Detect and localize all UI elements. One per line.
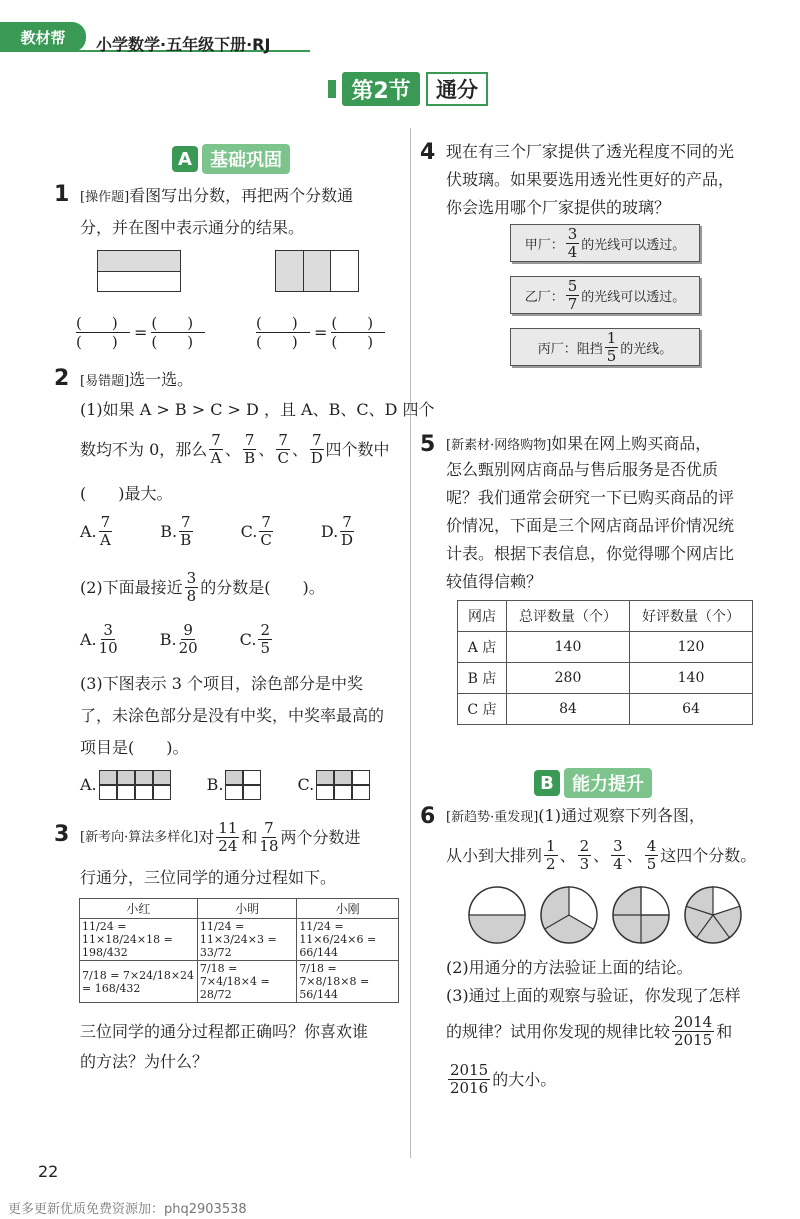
q6-text: 这四个分数。 bbox=[660, 845, 757, 865]
q2-p1-text: 数均不为 0，那么 bbox=[80, 439, 208, 459]
option-a[interactable]: A. $\frac{7}{A}$ bbox=[80, 513, 111, 549]
q2-p2-text: (2)下面最接近 bbox=[80, 577, 183, 597]
q1-answer-2[interactable] bbox=[256, 314, 385, 351]
table-header-row bbox=[80, 899, 399, 919]
q3-line3: 三位同学的通分过程都正确吗？你喜欢谁 bbox=[80, 1022, 369, 1041]
table-row bbox=[458, 663, 753, 694]
q6-line2: 从小到大排列 $\frac{1}{2}$ 、 $\frac{2}{3}$ 、 $\frac{3}{4}$ 、 $\frac{4}{5}$ 这四个分数。 bbox=[446, 837, 757, 873]
blank-denominator[interactable]: ( ) bbox=[256, 333, 298, 351]
q4-line3: 你会选用哪个厂家提供的玻璃？ bbox=[446, 198, 671, 217]
q6-number: 6 bbox=[420, 804, 436, 829]
q1-figure-2-part bbox=[331, 251, 358, 291]
frac-denominator: 18 bbox=[259, 837, 279, 855]
table-cell: 7/18 = 7×24/18×24 = 168/432 bbox=[80, 961, 198, 1003]
table-cell: 11/24 = 11×3/24×3 = 33/72 bbox=[197, 919, 296, 961]
q6-line5: 的规律？试用你发现的规律比较 $\frac{2014}{2015}$ 和 bbox=[446, 1013, 733, 1049]
q2-p1-text: 四个数中 bbox=[325, 439, 390, 459]
part-b-heading bbox=[534, 768, 652, 798]
q2-intro bbox=[80, 370, 193, 392]
option-a-grid[interactable] bbox=[99, 770, 171, 800]
q5-number: 5 bbox=[420, 432, 436, 457]
option-b[interactable]: B. $\frac{9}{20}$ bbox=[159, 621, 198, 657]
q6-line6: $\frac{2015}{2016}$ 的大小。 bbox=[450, 1061, 557, 1097]
q1-line2: 分，并在图中表示通分的结果。 bbox=[80, 218, 305, 237]
page-number: 22 bbox=[38, 1162, 59, 1181]
table-cell: B 店 bbox=[458, 663, 507, 694]
table-header: 网店 bbox=[458, 601, 507, 632]
option-d[interactable]: D. $\frac{7}{D}$ bbox=[320, 513, 354, 549]
q6-text: 和 bbox=[716, 1021, 733, 1041]
table-row bbox=[458, 694, 753, 725]
q2-intro-text: 选一选。 bbox=[129, 370, 194, 389]
option-a-label[interactable]: A. bbox=[80, 775, 97, 794]
separator: 、 bbox=[224, 439, 241, 459]
q2-p2-options bbox=[80, 622, 274, 657]
q6-pie-figures bbox=[466, 884, 746, 946]
q2-p3-line3[interactable]: 项目是( )。 bbox=[80, 738, 189, 757]
frac-numerator: 3 bbox=[186, 569, 197, 587]
equals-sign: = bbox=[314, 323, 328, 342]
q2-p1-options bbox=[80, 514, 356, 549]
table-row bbox=[458, 632, 753, 663]
factory-card-yi[interactable]: 乙厂： $\frac{5}{7}$ 的光线可以透过。 bbox=[510, 276, 700, 314]
table-cell: 64 bbox=[630, 694, 753, 725]
q5-tag: [新素材·网络购物] bbox=[446, 438, 552, 453]
q2-p2-question bbox=[80, 570, 325, 605]
q4-number: 4 bbox=[420, 140, 436, 165]
q1-figure-1 bbox=[97, 250, 181, 292]
q3-table bbox=[79, 898, 399, 1003]
q5-line1 bbox=[446, 434, 711, 456]
q5-line3: 呢？我们通常会研究一下已购买商品的评 bbox=[446, 488, 735, 507]
table-cell: 11/24 = 11×6/24×6 = 66/144 bbox=[297, 919, 399, 961]
blank-denominator[interactable]: ( ) bbox=[151, 333, 194, 351]
separator: 、 bbox=[258, 439, 275, 459]
part-a-letter: A bbox=[172, 146, 198, 172]
part-b-letter: B bbox=[534, 770, 560, 796]
factory-card-bing[interactable]: 丙厂：阻挡 $\frac{1}{5}$ 的光线。 bbox=[510, 328, 700, 366]
table-cell: 140 bbox=[630, 663, 753, 694]
option-c-grid[interactable] bbox=[316, 770, 370, 800]
option-c[interactable]: C. $\frac{2}{5}$ bbox=[239, 621, 270, 657]
q5-line4: 价情况，下面是三个网店商品评价情况统 bbox=[446, 516, 735, 535]
frac-denominator: 24 bbox=[218, 837, 238, 855]
brand-logo: 教材帮 bbox=[0, 22, 86, 52]
q6-line3: (2)用通分的方法验证上面的结论。 bbox=[446, 958, 693, 977]
column-divider bbox=[410, 128, 411, 1158]
q6-line1 bbox=[446, 806, 705, 828]
blank-numerator[interactable]: ( ) bbox=[151, 314, 205, 333]
table-row bbox=[80, 919, 399, 961]
pie-four-fifths bbox=[685, 887, 741, 943]
frac-numerator: 7 bbox=[244, 431, 255, 449]
q2-p1-line2 bbox=[80, 432, 390, 467]
q6-tag: [新趋势·重发现] bbox=[446, 810, 539, 825]
q3-number: 3 bbox=[54, 822, 70, 847]
table-header: 好评数量（个） bbox=[630, 601, 753, 632]
blank-numerator[interactable]: ( ) bbox=[256, 314, 310, 333]
q4-line1: 现在有三个厂家提供了透光程度不同的光 bbox=[446, 142, 735, 161]
q5-line6: 较值得信赖？ bbox=[446, 572, 543, 591]
q6-text: (1)通过观察下列各图， bbox=[538, 806, 705, 825]
frac-numerator: 11 bbox=[218, 819, 238, 837]
q5-line2: 怎么甄别网店商品与售后服务是否优质 bbox=[446, 460, 719, 479]
table-row bbox=[80, 961, 399, 1003]
frac-denominator: A bbox=[210, 449, 222, 467]
table-cell: C 店 bbox=[458, 694, 507, 725]
part-b-title: 能力提升 bbox=[564, 768, 652, 798]
q2-p2-text[interactable]: 的分数是( )。 bbox=[200, 577, 325, 597]
q2-p1-line1: (1)如果 A > B > C > D ，且 A、B、C、D 四个 bbox=[80, 400, 435, 419]
frac-denominator: D bbox=[310, 449, 323, 467]
pie-half bbox=[469, 887, 525, 943]
table-header: 总评数量（个） bbox=[507, 601, 630, 632]
q3-line2: 行通分，三位同学的通分过程如下。 bbox=[80, 868, 337, 887]
option-b-label[interactable]: B. bbox=[206, 775, 224, 794]
separator: 、 bbox=[291, 439, 308, 459]
frac-denominator: 8 bbox=[186, 587, 197, 605]
q3-tag: [新考向·算法多样化] bbox=[80, 829, 199, 845]
part-a-heading bbox=[172, 144, 290, 174]
frac-denominator: C bbox=[277, 449, 289, 467]
option-b-grid[interactable] bbox=[225, 770, 261, 800]
frac-denominator: B bbox=[244, 449, 256, 467]
q2-p3-line1: (3)下图表示 3 个项目，涂色部分是中奖 bbox=[80, 674, 364, 693]
q3-line4: 的方法？为什么？ bbox=[80, 1052, 209, 1071]
q3-text: 和 bbox=[241, 827, 258, 847]
q2-p3-options bbox=[80, 770, 370, 800]
table-cell: 140 bbox=[507, 632, 630, 663]
q6-text: 的大小。 bbox=[492, 1069, 557, 1089]
table-header-row bbox=[458, 601, 753, 632]
pie-three-quarters bbox=[613, 887, 669, 943]
q1-figure-1-shaded bbox=[98, 251, 180, 272]
q3-line1 bbox=[80, 820, 361, 855]
blank-numerator[interactable]: ( ) bbox=[76, 314, 130, 333]
q2-p1-line3[interactable]: ( )最大。 bbox=[80, 484, 173, 503]
q1-line1 bbox=[80, 186, 353, 208]
q6-line4: (3)通过上面的观察与验证，你发现了怎样 bbox=[446, 986, 741, 1005]
q4-line2: 伏玻璃。如果要选用透光性更好的产品， bbox=[446, 170, 735, 189]
table-header: 小明 bbox=[197, 899, 296, 919]
table-cell: A 店 bbox=[458, 632, 507, 663]
table-header: 小刚 bbox=[297, 899, 399, 919]
q2-number: 2 bbox=[54, 366, 70, 391]
section-title: 通分 bbox=[426, 72, 488, 106]
table-cell: 7/18 = 7×4/18×4 = 28/72 bbox=[197, 961, 296, 1003]
blank-denominator[interactable]: ( ) bbox=[76, 333, 118, 351]
section-badge: 第2节 bbox=[342, 72, 420, 106]
pie-two-thirds bbox=[541, 887, 597, 943]
q1-figure-2-part bbox=[304, 251, 332, 291]
table-cell: 280 bbox=[507, 663, 630, 694]
q1-figure-2 bbox=[275, 250, 359, 292]
option-c[interactable]: C. $\frac{7}{C}$ bbox=[240, 513, 272, 549]
factory-card-jia[interactable]: 甲厂： $\frac{3}{4}$ 的光线可以透过。 bbox=[510, 224, 700, 262]
table-cell: 7/18 = 7×8/18×8 = 56/144 bbox=[297, 961, 399, 1003]
part-a-title: 基础巩固 bbox=[202, 144, 290, 174]
table-cell: 120 bbox=[630, 632, 753, 663]
q1-answer-1[interactable] bbox=[76, 314, 205, 351]
option-c-label[interactable]: C. bbox=[297, 775, 315, 794]
q1-figure-2-part bbox=[276, 251, 304, 291]
q1-number: 1 bbox=[54, 182, 70, 207]
frac-numerator: 7 bbox=[211, 431, 221, 449]
q2-tag: [易错题] bbox=[80, 374, 130, 389]
frac-numerator: 7 bbox=[278, 431, 288, 449]
q2-p3-line2: 了，未涂色部分是没有中奖，中奖率最高的 bbox=[80, 706, 385, 725]
equals-sign: = bbox=[134, 323, 148, 342]
q6-text: 的规律？试用你发现的规律比较 bbox=[446, 1021, 671, 1041]
book-title: 小学数学·五年级下册·RJ bbox=[96, 35, 271, 54]
table-header: 小红 bbox=[80, 899, 198, 919]
option-a[interactable]: A. $\frac{3}{10}$ bbox=[80, 621, 118, 657]
frac-numerator: 7 bbox=[311, 431, 322, 449]
frac-numerator: 7 bbox=[264, 819, 274, 837]
q1-text1: 看图写出分数，再把两个分数通 bbox=[129, 186, 354, 205]
q1-tag: [操作题] bbox=[80, 190, 130, 205]
blank-numerator[interactable]: ( ) bbox=[331, 314, 385, 333]
q5-line5: 计表。根据下表信息，你觉得哪个网店比 bbox=[446, 544, 735, 563]
q5-text: 如果在网上购买商品， bbox=[551, 434, 712, 453]
option-b[interactable]: B. $\frac{7}{B}$ bbox=[160, 513, 192, 549]
q3-text: 对 bbox=[198, 827, 215, 847]
watermark: 更多更新优质免费资源加：phq2903538 bbox=[8, 1202, 247, 1217]
q5-table bbox=[457, 600, 753, 725]
table-cell: 11/24 = 11×18/24×18 = 198/432 bbox=[80, 919, 198, 961]
q3-text: 两个分数进 bbox=[280, 827, 361, 847]
blank-denominator[interactable]: ( ) bbox=[331, 333, 374, 351]
q6-text: 从小到大排列 bbox=[446, 845, 543, 865]
table-cell: 84 bbox=[507, 694, 630, 725]
